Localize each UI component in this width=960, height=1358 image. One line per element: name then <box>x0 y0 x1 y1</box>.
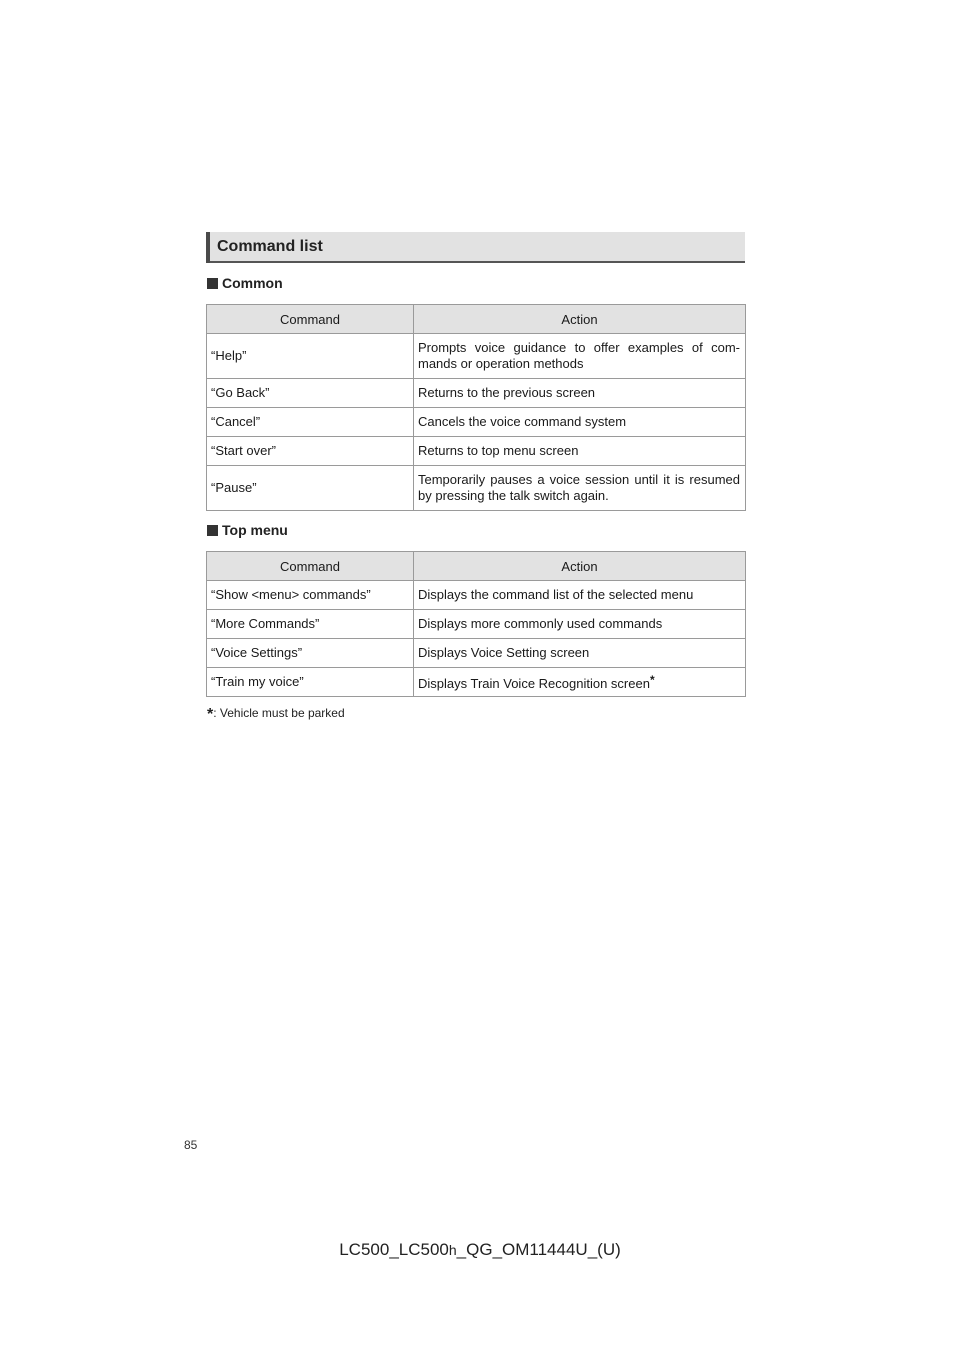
column-header-command: Command <box>207 552 414 581</box>
table-row <box>207 668 746 697</box>
table-row <box>207 466 746 511</box>
page-number: 85 <box>184 1138 198 1152</box>
table-row <box>207 610 746 639</box>
top-menu-commands-table <box>206 551 746 697</box>
command-cell: “Pause” <box>207 466 414 511</box>
footnote-marker: * <box>649 673 655 687</box>
footnote-asterisk: * <box>207 706 214 723</box>
table-header-row <box>207 305 746 334</box>
command-cell: “More Commands” <box>207 610 414 639</box>
table-row <box>207 581 746 610</box>
column-header-command: Command <box>207 305 414 334</box>
command-cell: “Start over” <box>207 437 414 466</box>
subheading-top-menu-label: Top menu <box>222 522 288 538</box>
common-commands-table <box>206 304 746 511</box>
section-header <box>206 232 745 263</box>
section-title: Command list <box>217 238 323 255</box>
table-row <box>207 334 746 379</box>
square-bullet-icon <box>207 278 218 289</box>
table-row <box>207 408 746 437</box>
command-cell: “Voice Settings” <box>207 639 414 668</box>
square-bullet-icon <box>207 525 218 536</box>
action-cell: Temporarily pauses a voice session until it is resumed by pressing the talk switch again. <box>414 466 746 511</box>
table-row <box>207 379 746 408</box>
command-cell: “Train my voice” <box>207 668 414 697</box>
command-cell: “Help” <box>207 334 414 379</box>
document-code <box>0 1240 960 1260</box>
command-cell: “Go Back” <box>207 379 414 408</box>
footnote <box>207 706 345 724</box>
footnote-text: : Vehicle must be parked <box>213 706 345 720</box>
document-code-suffix: _QG_OM11444U_(U) <box>456 1240 621 1259</box>
document-code-small: h <box>448 1242 457 1258</box>
column-header-action: Action <box>414 305 746 334</box>
action-cell: Returns to the previous screen <box>414 379 746 408</box>
column-header-action: Action <box>414 552 746 581</box>
subheading-common-label: Common <box>222 275 283 291</box>
table-row <box>207 639 746 668</box>
action-cell: Displays more commonly used commands <box>414 610 746 639</box>
action-cell-text: Displays Train Voice Recognition screen <box>418 676 650 691</box>
action-cell: Displays the command list of the selected menu <box>414 581 746 610</box>
action-cell: Returns to top menu screen <box>414 437 746 466</box>
command-cell: “Show <menu> commands” <box>207 581 414 610</box>
table-row <box>207 437 746 466</box>
subheading-common <box>207 275 283 291</box>
action-cell: Prompts voice guidance to offer examples of com-mands or operation methods <box>414 334 746 379</box>
section-header-tab <box>206 232 210 263</box>
document-code-prefix: LC500_LC500 <box>339 1240 449 1259</box>
action-cell: Displays Voice Setting screen <box>414 639 746 668</box>
table-header-row <box>207 552 746 581</box>
command-cell: “Cancel” <box>207 408 414 437</box>
subheading-top-menu <box>207 522 288 538</box>
action-cell: Cancels the voice command system <box>414 408 746 437</box>
action-cell <box>414 668 746 697</box>
